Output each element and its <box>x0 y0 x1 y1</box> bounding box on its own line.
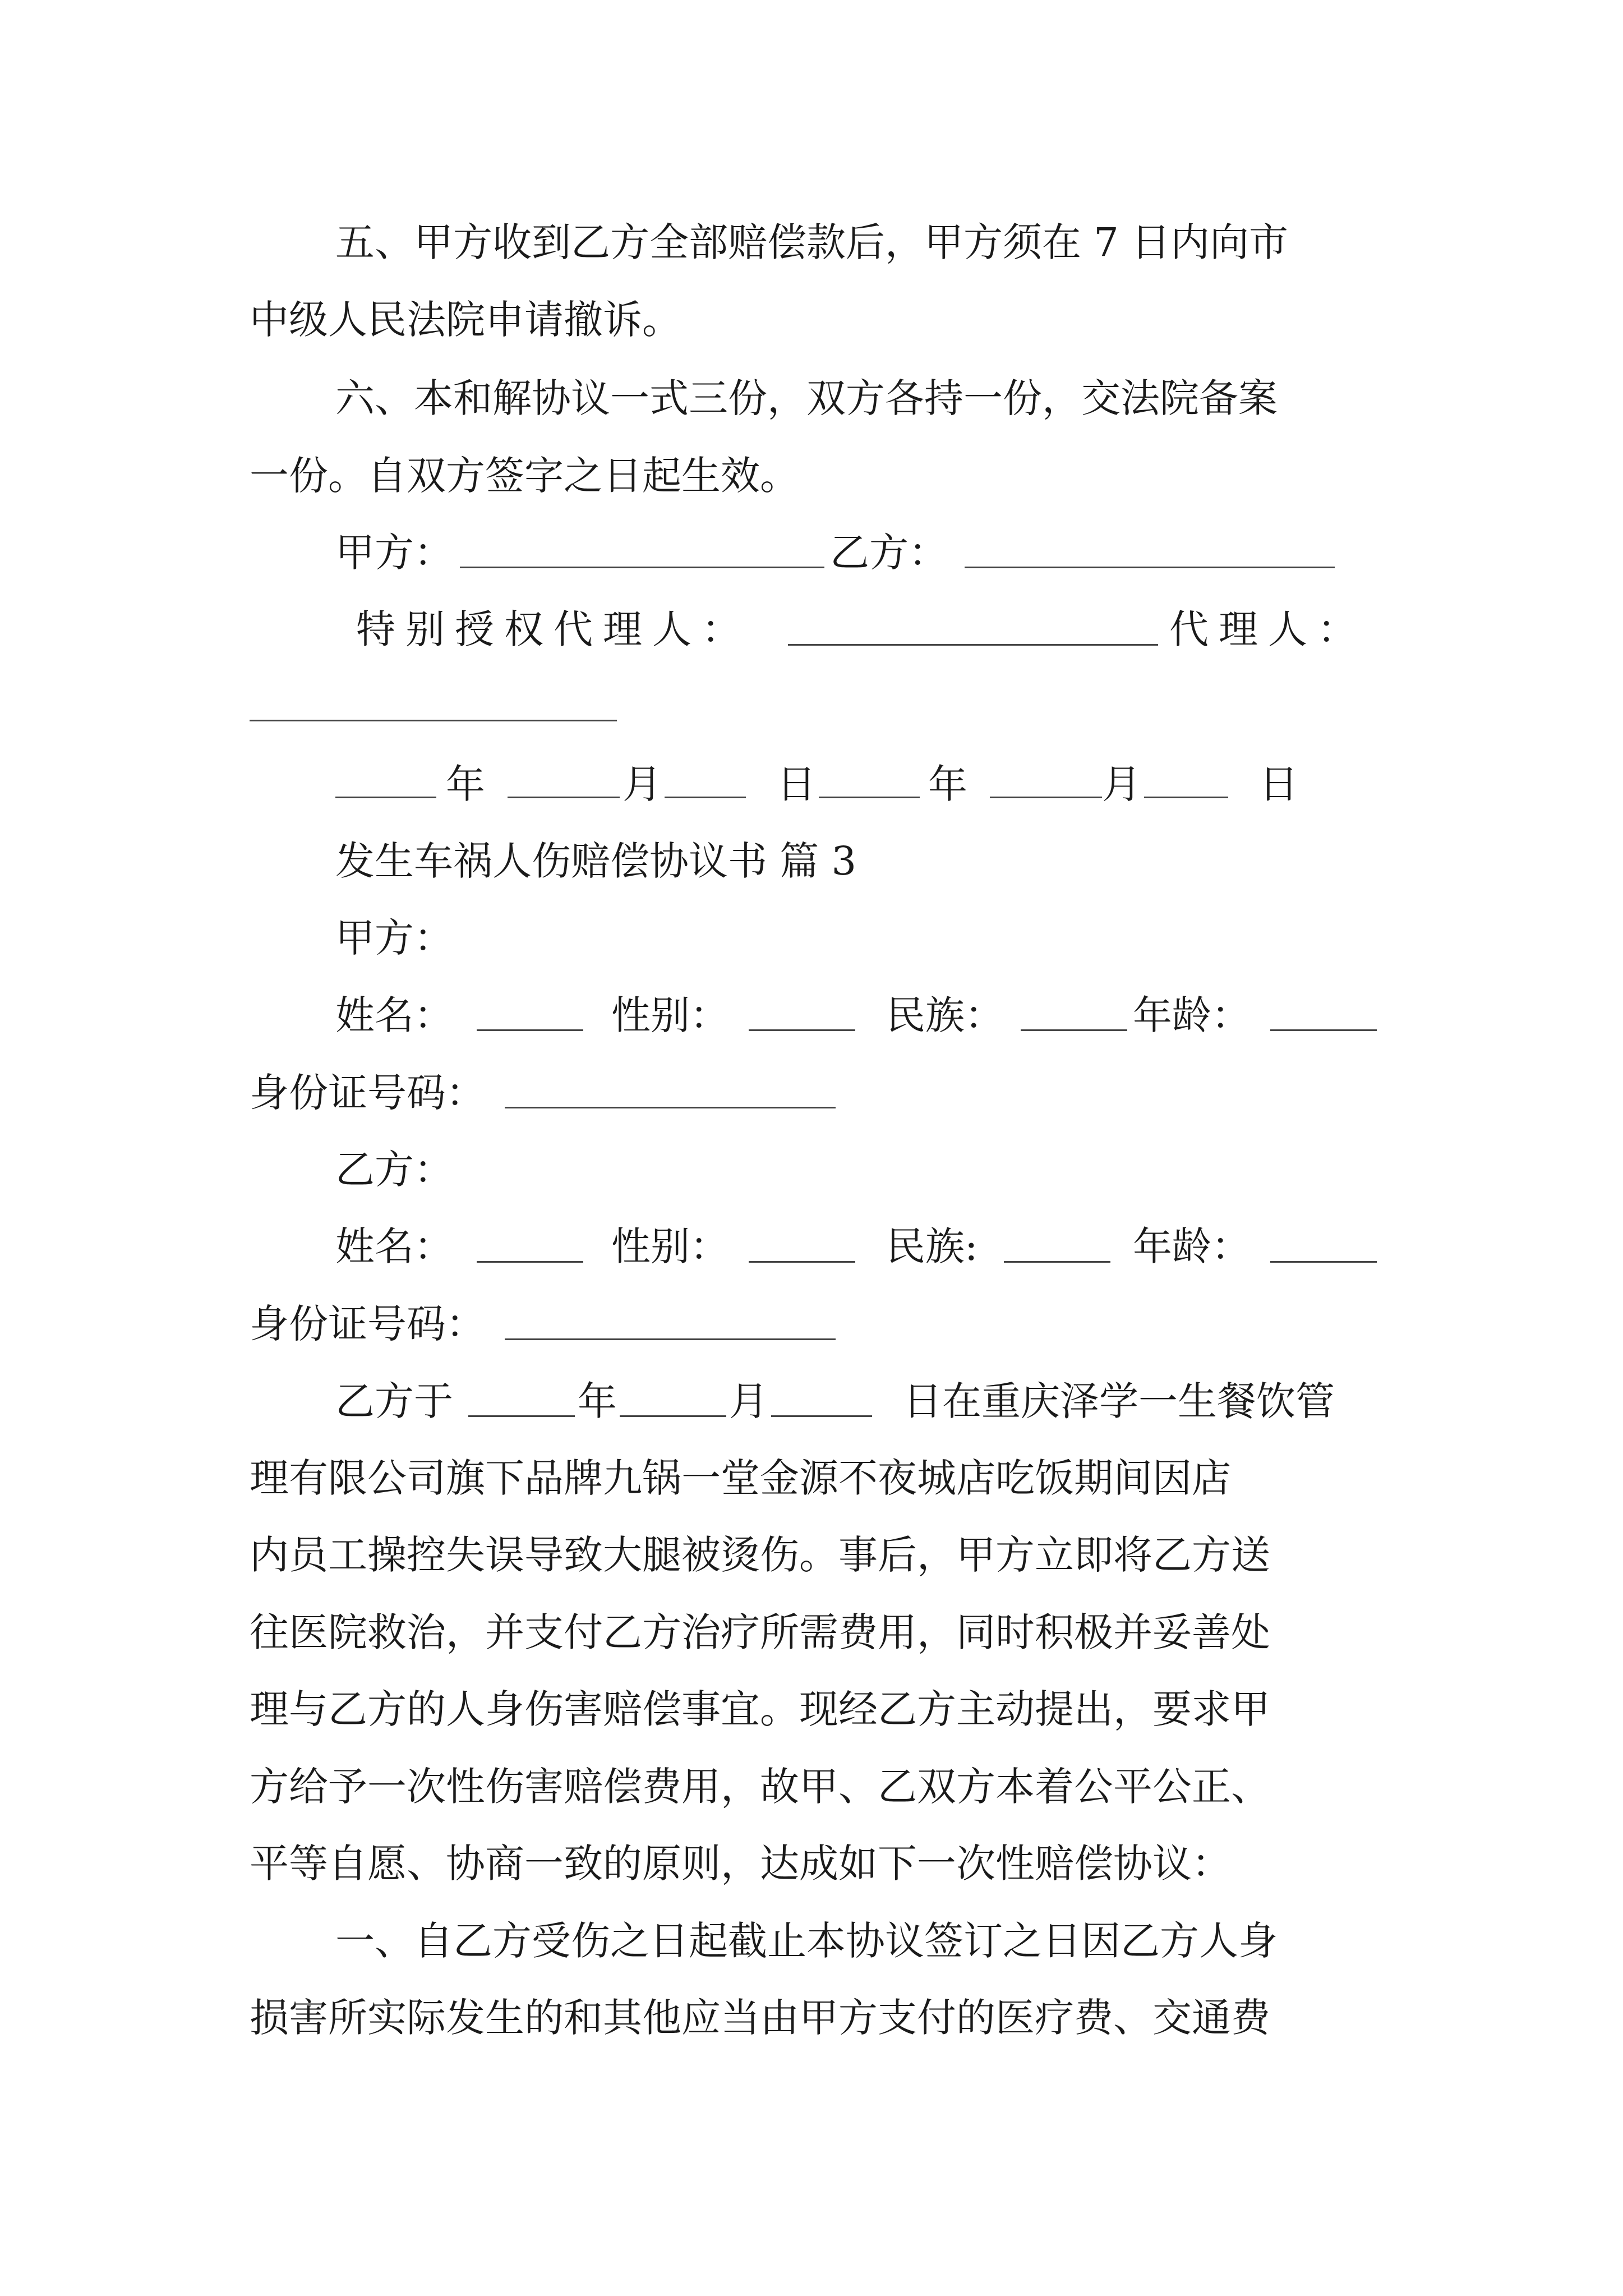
party-b-age-label: 年龄： <box>1133 1223 1251 1269</box>
date-a-year: 年 <box>446 761 485 807</box>
date-a-year-blank <box>335 797 436 798</box>
body-line-6: 平等自愿、协商一致的原则，达成如下一次性赔偿协议： <box>250 1841 1231 1887</box>
date-b-day-blank <box>1144 797 1228 798</box>
party-a-ethnic-blank <box>1021 1029 1127 1031</box>
clause-5-line-2: 中级人民法院申请撤诉。 <box>250 297 681 343</box>
party-a-gender-blank <box>749 1029 855 1031</box>
agent-label: 代理人： <box>1169 606 1367 652</box>
date-b-month: 月 <box>1102 761 1141 807</box>
body-line-3: 往医院救治，并支付乙方治疗所需费用，同时积极并妥善处 <box>250 1609 1270 1655</box>
party-b-ethnic-blank <box>1004 1261 1110 1263</box>
date-a-month-blank <box>508 797 620 798</box>
signature-party-b-label: 乙方： <box>830 530 948 576</box>
party-b-id-blank <box>505 1338 836 1340</box>
date-b-year-blank <box>819 797 920 798</box>
date-a-day: 日 <box>777 761 816 807</box>
signature-party-a-blank <box>460 567 824 568</box>
party-b-gender-blank <box>749 1261 855 1263</box>
incident-year-label: 年 <box>578 1378 617 1424</box>
party-b-ethnic-label: 民族: <box>886 1223 978 1269</box>
date-b-month-blank <box>990 797 1102 798</box>
party-a-heading: 甲方： <box>335 915 453 961</box>
body-line-2: 内员工操控失误导致大腿被烫伤。事后，甲方立即将乙方送 <box>250 1532 1270 1578</box>
party-b-age-blank <box>1270 1261 1377 1263</box>
party-b-name-blank <box>477 1261 583 1263</box>
clause-5-line-1: 五、甲方收到乙方全部赔偿款后，甲方须在 7 日内向市 <box>335 219 1289 265</box>
date-a-month: 月 <box>623 761 662 807</box>
party-b-gender-label: 性别： <box>611 1223 729 1269</box>
body-yi-prefix: 乙方于 <box>335 1378 453 1424</box>
item-1-line-1: 一、自乙方受伤之日起截止本协议签订之日因乙方人身 <box>335 1918 1278 1964</box>
signature-party-a-label: 甲方： <box>335 530 453 576</box>
party-a-id-blank <box>505 1107 836 1108</box>
party-a-name-label: 姓名： <box>335 992 453 1038</box>
party-a-age-blank <box>1270 1029 1377 1031</box>
party-a-id-label: 身份证号码： <box>250 1070 485 1116</box>
incident-month-blank <box>620 1415 726 1417</box>
party-a-gender-label: 性别： <box>611 992 729 1038</box>
party-a-age-label: 年龄： <box>1133 992 1251 1038</box>
party-b-heading: 乙方： <box>335 1147 453 1193</box>
signature-party-b-blank <box>965 567 1335 568</box>
party-a-ethnic-label: 民族： <box>886 992 1004 1038</box>
special-agent-blank <box>788 644 1158 646</box>
party-a-name-blank <box>477 1029 583 1031</box>
date-b-year: 年 <box>928 761 967 807</box>
date-a-day-blank <box>665 797 746 798</box>
incident-day-blank <box>771 1415 872 1417</box>
incident-year-blank <box>468 1415 575 1417</box>
item-1-line-2: 损害所实际发生的和其他应当由甲方支付的医疗费、交通费 <box>250 1995 1270 2041</box>
body-line-4: 理与乙方的人身伤害赔偿事宜。现经乙方主动提出，要求甲 <box>250 1686 1270 1732</box>
incident-month-label: 月 <box>729 1378 768 1424</box>
clause-6-line-2: 一份。自双方签字之日起生效。 <box>250 453 799 499</box>
body-line-1: 理有限公司旗下品牌九锅一堂金源不夜城店吃饭期间因店 <box>250 1455 1231 1501</box>
body-yi-suffix: 日在重庆泽学一生餐饮管 <box>903 1378 1335 1424</box>
clause-6-line-1: 六、本和解协议一式三份，双方各持一份，交法院备案 <box>335 375 1278 421</box>
body-line-5: 方给予一次性伤害赔偿费用，故甲、乙双方本着公平公正、 <box>250 1764 1270 1810</box>
special-agent-label: 特别授权代理人： <box>356 606 751 652</box>
section-title: 发生车祸人伤赔偿协议书 篇 3 <box>335 838 857 884</box>
agent-blank <box>250 720 617 721</box>
date-b-day: 日 <box>1259 761 1298 807</box>
party-b-id-label: 身份证号码： <box>250 1301 485 1347</box>
party-b-name-label: 姓名： <box>335 1223 453 1269</box>
